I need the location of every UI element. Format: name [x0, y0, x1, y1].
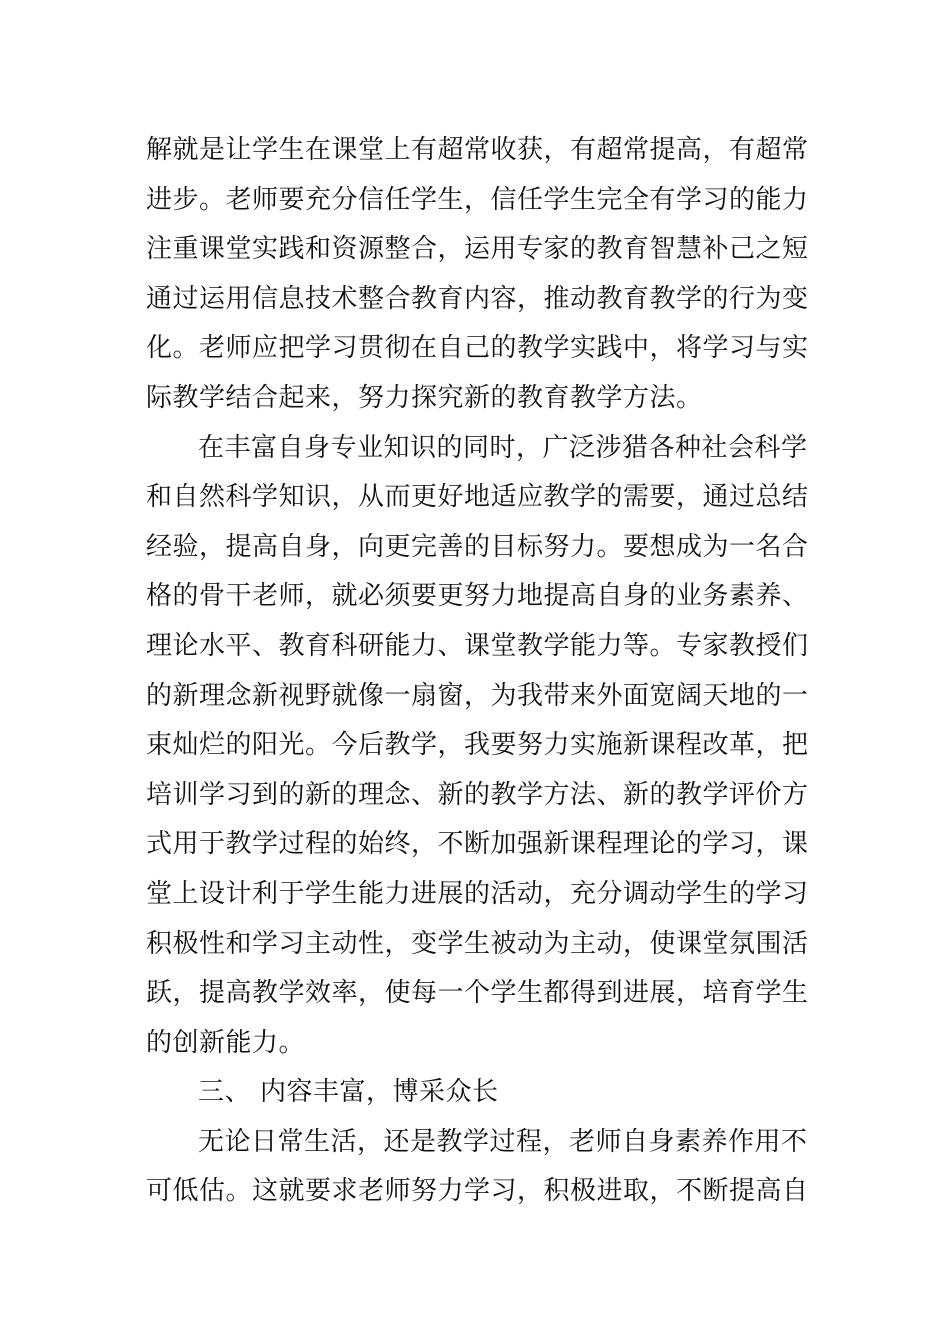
body-line: 式用于教学过程的始终，不断加强新课程理论的学习，课 — [146, 829, 809, 860]
paragraph-first-line: 在丰富自身专业知识的同时，广泛涉猎各种社会科学 — [198, 432, 808, 463]
body-line: 通过运用信息技术整合教育内容，推动教育教学的行为变 — [146, 283, 809, 314]
body-line: 解就是让学生在课堂上有超常收获，有超常提高，有超常 — [146, 135, 809, 165]
section-title: 内容丰富，博采众长 — [260, 1077, 499, 1108]
body-line: 化。老师应把学习贯彻在自己的教学实践中，将学习与实 — [146, 333, 809, 364]
paragraph-first-line: 无论日常生活，还是教学过程，老师自身素养作用不 — [198, 1126, 808, 1157]
body-line: 可低估。这就要求老师努力学习，积极进取，不断提高自 — [146, 1176, 809, 1207]
body-line: 的创新能力。 — [146, 1027, 306, 1058]
section-heading — [146, 1068, 826, 1118]
body-line: 堂上设计利于学生能力进展的活动，充分调动学生的学习 — [146, 878, 809, 909]
body-line: 积极性和学习主动性，变学生被动为主动，使课堂氛围活 — [146, 928, 809, 959]
body-line: 经验，提高自身，向更完善的目标努力。要想成为一名合 — [146, 531, 809, 562]
body-line: 的新理念新视野就像一扇窗，为我带来外面宽阔天地的一 — [146, 680, 809, 711]
section-number: 三、 — [198, 1077, 252, 1108]
body-line: 跃，提高教学效率，使每一个学生都得到进展，培育学生 — [146, 978, 809, 1009]
body-line: 理论水平、教育科研能力、课堂教学能力等。专家教授们 — [146, 630, 809, 661]
document-body — [146, 126, 826, 1217]
body-line: 进步。老师要充分信任学生，信任学生完全有学习的能力 — [146, 184, 809, 215]
body-line: 和自然科学知识，从而更好地适应教学的需要，通过总结 — [146, 482, 809, 513]
body-line: 注重课堂实践和资源整合，运用专家的教育智慧补己之短 — [146, 234, 809, 265]
body-line: 培训学习到的新的理念、新的教学方法、新的教学评价方 — [146, 779, 809, 810]
body-line: 束灿烂的阳光。今后教学，我要努力实施新课程改革，把 — [146, 730, 809, 761]
body-line: 际教学结合起来，努力探究新的教育教学方法。 — [146, 382, 703, 413]
body-line: 格的骨干老师，就必须要更努力地提高自身的业务素养、 — [146, 581, 809, 612]
